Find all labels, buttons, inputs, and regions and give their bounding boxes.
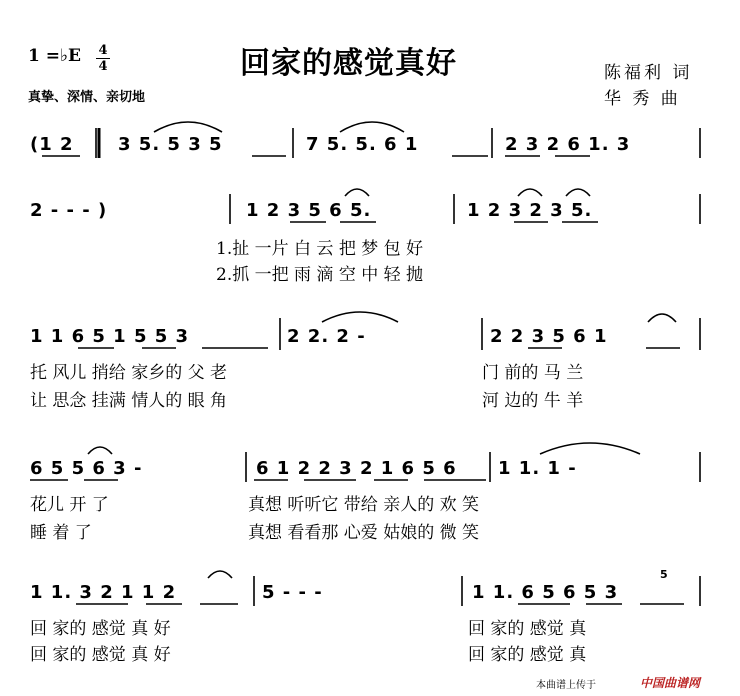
notes-row3-m0: 1 1 6 5 1 5 5 3 <box>30 326 190 347</box>
slur <box>345 189 369 196</box>
tempo-marking: 真挚、深情、亲切地 <box>28 90 146 105</box>
lyrics-row5-v2a: 回 家的 感觉 真 好 <box>30 645 171 665</box>
notes-row1-m0: (1 2 <box>30 134 74 155</box>
lyrics-row5-v1a: 回 家的 感觉 真 好 <box>30 619 171 639</box>
slur <box>322 312 398 322</box>
notes-row4-m0: 6 5 5 6 3 - <box>30 458 143 479</box>
lyrics-row3-v1b: 门 前的 马 兰 <box>482 363 584 383</box>
notes-row2-m2: 1 2 3 2 3 5. <box>467 200 593 221</box>
lyrics-row3-v2b: 河 边的 牛 羊 <box>482 391 584 411</box>
slur <box>340 122 404 132</box>
lyrics-row3-v2a: 让 思念 挂满 情人的 眼 角 <box>30 391 228 411</box>
lyricist-credit: 陈福利 词 <box>604 63 693 83</box>
site-logo: 中国曲谱网 <box>640 676 701 690</box>
slur <box>154 122 222 132</box>
slur <box>88 447 112 454</box>
lyrics-row4-v2a: 睡 着 了 <box>30 523 92 543</box>
meter-top: 4 <box>98 43 108 58</box>
notes-row1-m2: 7 5. 5. 6 1 <box>306 134 419 155</box>
notes-row1-m3: 2 3 2 6 1. 3 <box>505 134 631 155</box>
notes-row5-m0: 1 1. 3 2 1 1 2 <box>30 582 177 603</box>
notes-row3-m2: 2 2 3 5 6 1 <box>490 326 608 347</box>
notes-row4-m2: 1 1. 1 - <box>498 458 577 479</box>
lyrics-row5-v1b: 回 家的 感觉 真 <box>468 619 587 639</box>
lyrics-row3-v1a: 托 风儿 捎给 家乡的 父 老 <box>30 363 228 383</box>
notes-row2-m0: 2 - - - ) <box>30 200 108 221</box>
song-title: 回家的感觉真好 <box>240 46 457 81</box>
lyrics-row4-v1b: 真想 听听它 带给 亲人的 欢 笑 <box>248 495 480 515</box>
lyrics-row5-v2b: 回 家的 感觉 真 <box>468 645 587 665</box>
notes-row2-m1: 1 2 3 5 6 5. <box>246 200 372 221</box>
notes-row3-m1: 2 2. 2 - <box>287 326 366 347</box>
slur <box>648 314 676 322</box>
notes-row1-m1: 3 5. 5 3 5 <box>118 134 223 155</box>
lyrics-row2-v2: 2.抓 一把 雨 滴 空 中 轻 抛 <box>216 265 424 285</box>
lyrics-row2-v1: 1.扯 一片 白 云 把 梦 包 好 <box>216 239 424 259</box>
key-signature: 1 =♭E <box>28 46 81 66</box>
grace-note: 5 <box>660 568 668 581</box>
lyrics-row4-v1a: 花儿 开 了 <box>30 495 109 515</box>
meter-bottom: 4 <box>98 59 108 74</box>
composer-credit: 华 秀 曲 <box>604 89 681 109</box>
slur <box>208 571 232 578</box>
slur <box>518 189 542 196</box>
slur <box>566 189 590 196</box>
notes-row5-m2: 1 1. 6 5 6 5 3 <box>472 582 619 603</box>
notes-row5-m1: 5 - - - <box>262 582 323 603</box>
notes-row4-m1: 6 1 2 2 3 2 1 6 5 6 <box>256 458 457 479</box>
lyrics-row4-v2b: 真想 看看那 心爱 姑娘的 微 笑 <box>248 523 480 543</box>
upload-note: 本曲谱上传于 <box>536 680 596 691</box>
slur <box>540 443 640 454</box>
